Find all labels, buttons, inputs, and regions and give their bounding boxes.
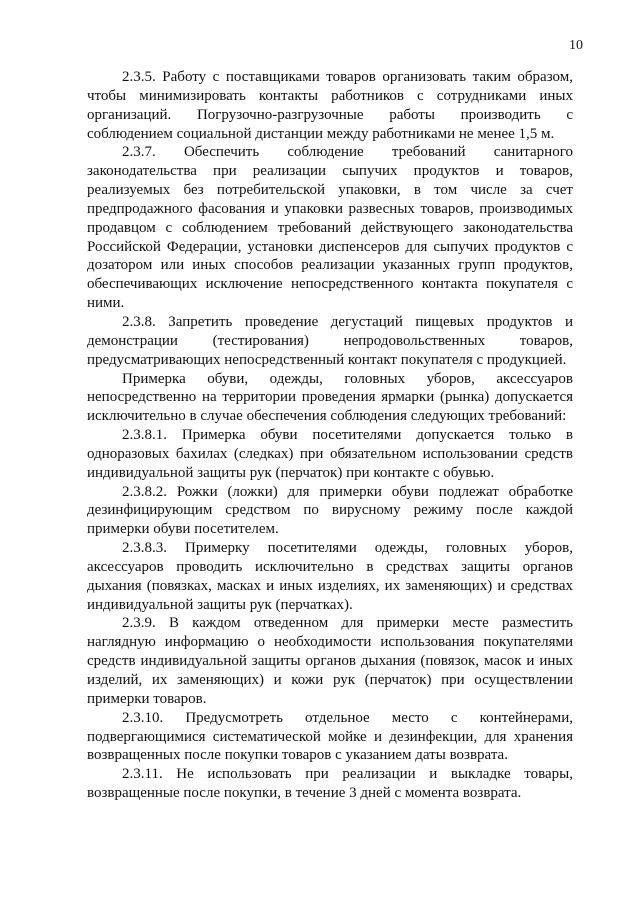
paragraph-2-3-5: 2.3.5. Работу с поставщиками товаров организовать таким образом, чтобы минимизировать контакты работников с сотрудниками иных организаций. Погрузочно-разгрузочные работы производить с соблюдением социальной дистанции между работниками не менее 1,5 м. — [87, 69, 573, 142]
page-number: 10 — [569, 38, 583, 53]
paragraph-2-3-8: 2.3.8. Запретить проведение дегустаций пищевых продуктов и демонстрации (тестирования) непродовольственных товаров, предусматривающих непосредственный контакт покупателя с продукцией. — [87, 313, 573, 368]
paragraph-2-3-8-1: 2.3.8.1. Примерка обуви посетителями допускается только в одноразовых бахилах (следках) при обязательном использовании средств индивидуальной защиты рук (перчаток) при контакте с обувью. — [87, 427, 573, 481]
document-body — [87, 68, 573, 803]
paragraph-2-3-10: 2.3.10. Предусмотреть отдельное место с контейнерами, подвергающимися систематической мойке и дезинфекции, для хранения возвращенных после покупки товаров с указанием даты возврата. — [87, 709, 573, 764]
paragraph-2-3-8-3: 2.3.8.3. Примерку посетителями одежды, головных уборов, аксессуаров проводить исключительно в средствах защиты органов дыхания (повязках, масках и иных изделиях, их заменяющих) и средствах индивидуальной защиты рук (перчатках). — [87, 540, 573, 613]
paragraph-2-3-8-2: 2.3.8.2. Рожки (ложки) для примерки обуви подлежат обработке дезинфицирующим средством по вирусному режиму после каждой примерки обуви посетителем. — [87, 483, 573, 538]
paragraph-fitting-requirements: Примерка обуви, одежды, головных уборов, аксессуаров непосредственно на территории проведения ярмарки (рынка) допускается исключительно в случае обеспечения соблюдения следующих требований: — [87, 370, 573, 425]
paragraph-2-3-9: 2.3.9. В каждом отведенном для примерки месте разместить наглядную информацию о необходимости использования покупателями средств индивидуальной защиты органов дыхания (повязок, масок и иных изделий, их заменяющих) и кожи рук (перчаток) при осуществлении примерки товаров. — [87, 615, 573, 707]
paragraph-2-3-7: 2.3.7. Обеспечить соблюдение требований санитарного законодательства при реализации сыпучих продуктов и товаров, реализуемых без потребительской упаковки, в том числе за счет предпродажного фасования и упаковки развесных товаров, производимых продавцом с соблюдением требований действующего законодательства Российской Федерации, установки диспенсеров для сыпучих продуктов с дозатором или иных способов реализации указанных групп продуктов, обеспечивающих исключение непосредственного контакта покупателя с ними. — [87, 144, 573, 312]
paragraph-2-3-11: 2.3.11. Не использовать при реализации и выкладке товары, возвращенные после покупки, в течение 3 дней с момента возврата. — [87, 766, 573, 802]
